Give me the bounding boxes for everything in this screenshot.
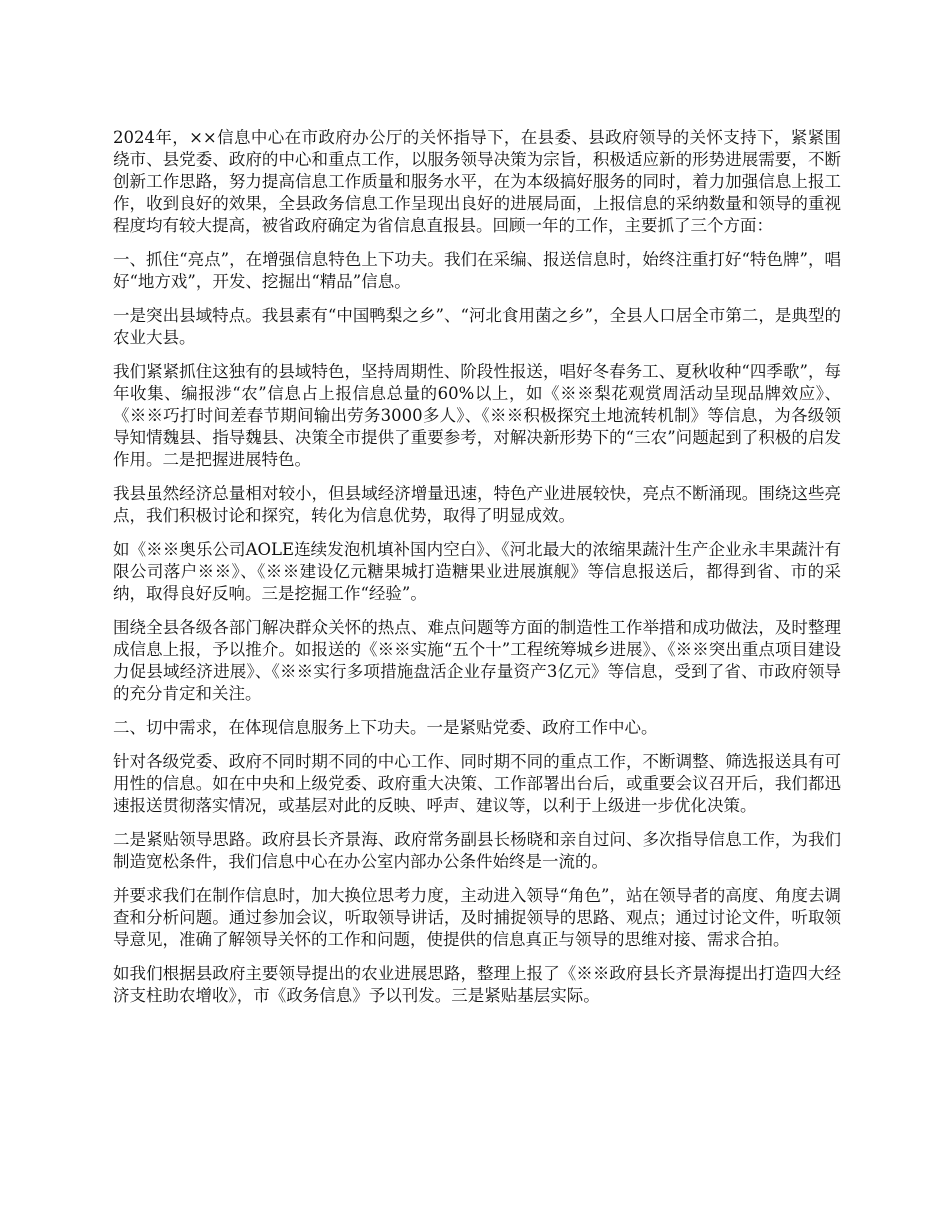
document-body [113, 127, 841, 1019]
paragraph-agriculture-info: 我们紧紧抓住这独有的县域特色，坚持周期性、阶段性报送，唱好冬春务工、夏秋收种“四季歌”，每年收集、编报涉“农”信息占上报信息总量的60%以上，如《※※梨花观赏周活动呈现品牌效应》、《※※巧打时间差春节期间输出劳务3000多人》、《※※积极探究土地流转机制》等信息，为各级领导知情魏县、指导魏县、决策全市提供了重要参考，对解决新形势下的“三农”问题起到了积极的启发作用。二是把握进展特色。 [113, 362, 841, 469]
paragraph-county-features: 一是突出县域特点。我县素有“中国鸭梨之乡”、“河北食用菌之乡”，全县人口居全市第二，是典型的农业大县。 [113, 306, 841, 347]
paragraph-grassroots: 如我们根据县政府主要领导提出的农业进展思路，整理上报了《※※政府县长齐景海提出打造四大经济支柱助农增收》，市《政务信息》予以刊发。三是紧贴基层实际。 [113, 964, 841, 1005]
paragraph-work-experience: 围绕全县各级各部门解决群众关怀的热点、难点问题等方面的制造性工作举措和成功做法，及时整理成信息上报，予以推介。如报送的《※※实施“五个十”工程统筹城乡进展》、《※※突出重点项目建设力促县域经济进展》、《※※实行多项措施盘活企业存量资产3亿元》等信息，受到了省、市政府领导的充分肯定和关注。 [113, 618, 841, 703]
paragraph-economy-highlights: 我县虽然经济总量相对较小，但县域经济增量迅速，特色产业进展较快，亮点不断涌现。围绕这些亮点，我们积极讨论和探究，转化为信息优势，取得了明显成效。 [113, 484, 841, 525]
paragraph-section-1-heading: 一、抓住“亮点”，在增强信息特色上下功夫。我们在采编、报送信息时，始终注重打好“特色牌”，唱好“地方戏”，开发、挖掘出“精品”信息。 [113, 250, 841, 291]
paragraph-leadership-ideas: 二是紧贴领导思路。政府县长齐景海、政府常务副县长杨晓和亲自过问、多次指导信息工作，为我们制造宽松条件，我们信息中心在办公室内部办公条件始终是一流的。 [113, 830, 841, 871]
paragraph-policy-needs: 针对各级党委、政府不同时期不同的中心工作、同时期不同的重点工作，不断调整、筛选报送具有可用性的信息。如在中央和上级党委、政府重大决策、工作部署出台后，或重要会议召开后，我们都迅速报送贯彻落实情况，或基层对此的反映、呼声、建议等，以利于上级进一步优化决策。 [113, 752, 841, 815]
paragraph-section-2-heading: 二、切中需求，在体现信息服务上下功夫。一是紧贴党委、政府工作中心。 [113, 718, 658, 737]
paragraph-intro: 2024年，××信息中心在市政府办公厅的关怀指导下，在县委、县政府领导的关怀支持下，紧紧围绕市、县党委、政府的中心和重点工作，以服务领导决策为宗旨，积极适应新的形势进展需要，不断创新工作思路，努力提高信息工作质量和服务水平，在为本级搞好服务的同时，着力加强信息上报工作，收到良好的效果，全县政务信息工作呈现出良好的进展局面，上报信息的采纳数量和领导的重视程度均有较大提高，被省政府确定为省信息直报县。回顾一年的工作，主要抓了三个方面： [113, 128, 841, 235]
paragraph-perspective-taking: 并要求我们在制作信息时，加大换位思考力度，主动进入领导“角色”，站在领导者的高度、角度去调查和分析问题。通过参加会议，听取领导讲话，及时捕捉领导的思路、观点；通过讨论文件，听取领导意见，准确了解领导关怀的工作和问题，使提供的信息真正与领导的思维对接、需求合拍。 [113, 886, 841, 949]
paragraph-enterprise-info: 如《※※奥乐公司AOLE连续发泡机填补国内空白》、《河北最大的浓缩果蔬汁生产企业永丰果蔬汁有限公司落户※※》、《※※建设亿元糖果城打造糖果业进展旗舰》等信息报送后，都得到省、市的采纳，取得良好反响。三是挖掘工作“经验”。 [113, 540, 841, 603]
